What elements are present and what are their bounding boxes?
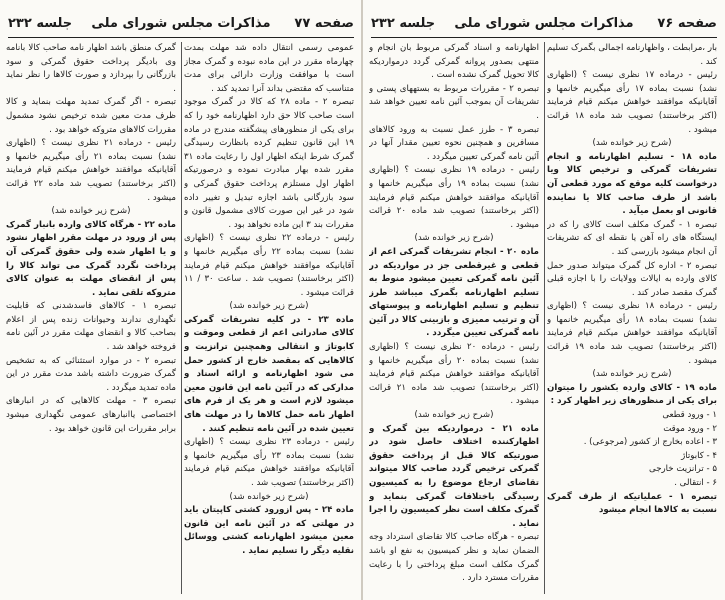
body-paragraph: تبصره - هرگاه صاحب کالا تقاضای استرداد وجه الضمان نماید و نظر کمیسیون به نفع او باشد گمرک مکلف است مبلغ پرداختی را با رعایت مقررات مسترد دارد . xyxy=(369,532,539,584)
text-column-left xyxy=(369,42,539,596)
page-number: صفحه ۷۷ xyxy=(294,16,354,31)
body-paragraph: بار ،مرابطت ، واظهارنامه اجمالی بگمرک تسلیم کند . xyxy=(547,43,717,67)
reading-note: (شرح زیر خوانده شد) xyxy=(229,491,309,502)
running-title: مذاکرات مجلس شورای ملی xyxy=(454,16,634,31)
article-heading-paragraph: ماده ۱۹ - کالای وارده بکشور را میتوان برای یکی از منظورهای زیر اظهار کرد : xyxy=(547,382,717,407)
body-paragraph: ۶ - انتقالی . xyxy=(674,478,717,488)
body-paragraph: رئیس - درماده ۱۷ نظری نیست ؟ (اظهاری نشد) نسبت بماده ۱۷ رأی میگیریم خانمها و آقایانیکه موافقند خواهش میکنم قیام فرمایند (اکثر برخاستند) تصویب شد ماده ۱۸ قرائت میشود . xyxy=(547,70,717,135)
body-paragraph: تبصره ۳ - طرز عمل نسبت به ورود کالاهای مسافرین و همچنین نحوه تعیین مقدار آنها در آئین نامه گمرکی تعیین میگردد . xyxy=(369,124,539,162)
body-paragraph: تبصره ۱ - گمرک مکلف است کالای را که در ایستگاه های راه آهن یا نقطه ای که تشریفات آن انجام میشود بازرسی کند . xyxy=(547,219,717,257)
running-title: مذاکرات مجلس شورای ملی xyxy=(91,16,271,31)
reading-note: (شرح زیر خوانده شد) xyxy=(592,369,672,380)
body-paragraph: گمرک منطق باشد اظهار نامه صاحب کالا بانامه وی بادیگر پرداخت حقوق گمرکی و سود بازرگانی را بپردازد و صورت کالاها را نظر نماید . xyxy=(6,43,176,94)
body-paragraph: عمومی رسمی انتقال داده شد مهلت بمدت چهارماه مقرر در این ماده نبوده و گمرک مجاز است با موافقت وزارت دارائی برای مدت متناسب که مقتضی بداند آنرا تمدید کند . xyxy=(184,43,354,94)
article-heading-paragraph: ماده ۲۲ - هرگاه کالای وارده بانبار گمرک پس از ورود در مهلت مقرر اظهار نشود و یا اظهار شده ولی حقوق گمرکی آن پرداخت نگردد گمرک می تواند کالا را پس از انقضای مهلت به عنوان کالای متروکه تلقی نماید . xyxy=(6,219,176,298)
body-paragraph: ۳ - اعاده بخارج از کشور (مرجوعی) . xyxy=(583,437,717,448)
session-number: جلسه ۲۳۲ xyxy=(371,16,436,31)
article-heading-paragraph: ماده ۲۳ - در کلیه تشریفات گمرکی کالای صادراتی اعم از قطعی وموقت و کابوتاژ و انتقالی وهمچنین ترانزیت و کالاهایی که بمقصد خارج از کشور حمل می شود اظهارنامه و ارائه اسناد و مدارکی که در آئین نامه این قانون معین میشود لازم است و هر یک از فرم های اظهار نامه حمل کالاها را در مهلت های تعیین شده در آئین نامه تنظیم کنند . xyxy=(184,314,354,434)
body-paragraph: ۱ - ورود قطعی xyxy=(662,410,717,421)
reading-note: (شرح زیر خوانده شد) xyxy=(229,301,309,312)
text-column-right xyxy=(547,42,717,596)
reading-note: (شرح زیر خوانده شد) xyxy=(592,138,672,149)
body-paragraph: رئیس - درماده ۲۲ نظری نیست ؟ (اظهاری نشد) نسبت بماده ۲۲ رأی میگیریم خانمها و آقایانیکه موافقند خواهش میکنم قیام فرمایند (اکثر برخاستند) تصویب شد . ساعت ۳۰ / ۱۱ قرائت میشود . xyxy=(184,233,354,298)
body-paragraph: ۲ - ورود موقت xyxy=(663,423,717,434)
text-column-right xyxy=(184,42,354,596)
body-paragraph: رئیس - درماده ۲۳ نظری نیست ؟ (اظهاری نشد) نسبت بماده ۲۳ رأی میگیریم خانمها و آقایانیکه موافقند خواهش میکنم قیام فرمایند (اکثر برخاستند) تصویب شد . xyxy=(184,437,354,488)
body-paragraph: ۴ - کابوتاژ xyxy=(681,450,717,461)
body-paragraph: تبصره ۲ - در موارد استثنائی که به تشخیص گمرک ضرورت داشته باشد مدت مقرر در این ماده تمدید میگردد . xyxy=(6,355,176,393)
body-paragraph: ۵ - ترانزیت خارجی xyxy=(649,464,717,475)
article-heading-paragraph: ماده ۲۴ - پس ازورود کشتی کاپیتان باید در مهلتی که در آئین نامه این قانون معین میشود اظهارنامه کشتی ووسائل نقلیه دیگر را تسلیم نماید . xyxy=(184,505,354,556)
column-divider xyxy=(544,42,545,594)
body-paragraph: تبصره - اگر گمرک تمدید مهلت بنماید و کالا ظرف مدت معین شده ترخیص نشود مشمول مقررات کالاهای متروکه خواهد بود . xyxy=(6,97,176,135)
session-number: جلسه ۲۳۲ xyxy=(8,16,73,31)
article-heading-paragraph: ماده ۲۰ - انجام تشریفات گمرکی اعم از قطعی و غیرقطعی جز در مواردیکه در آئین نامه گمرکی تعیین میشود منوط به تسلیم اظهارنامه بگمرک میباشد طرز تنظیم و تسلیم اظهارنامه و پیوستهای آن و ترتیب ممیزی و بازبینی کالا در آئین نامه گمرکی تعیین میگردد . xyxy=(369,246,539,339)
body-paragraph: رئیس - درماده ۱۸ نظری نیست ؟ (اظهاری نشد) نسبت بماده ۱۸ رأی میگیریم خانمها و آقایانیکه موافقند خواهش میکنم قیام فرمایند (اکثر برخاستند) تصویب شد ماده ۱۹ قرائت میشود . xyxy=(547,301,717,366)
right-page xyxy=(363,0,725,600)
body-paragraph: تبصره ۲ - اداره کل گمرک میتواند صدور حمل کالای وارده به ایالات وولایات را با اجازه قبلی گمرک مقصد صادر کند . xyxy=(547,260,717,298)
body-paragraph: تبصره ۱ - کالاهای فاسدشدنی که قابلیت نگهداری ندارند وحیوانات زنده پس از اعلام بصاحب کالا و انقضای مهلت مقرر در آئین نامه فروخته خواهد شد . xyxy=(6,301,176,353)
left-page xyxy=(0,0,362,600)
header-rule xyxy=(8,37,354,38)
page-number: صفحه ۷۶ xyxy=(657,16,717,31)
reading-note: (شرح زیر خوانده شد) xyxy=(414,233,494,244)
header-rule xyxy=(371,37,717,38)
body-paragraph: تبصره ۲ - ماده ۲۸ که کالا در گمرک موجود است صاحب کالا حق دارد اظهارنامه خود را که برای یکی از منظورهای پیشگفته مندرج در ماده ۱۹ این قانون تنظیم کرده بانظارت رسیدگی گمرک شرط اینکه اظهار اول را رعایت ماده ۳۱ مقرر شده بهار مبادرت نموده و درصورتیکه اظهار اول مستلزم پرداخت حقوق گمرکی و سود بازرگانی باشد اجازه تبدیل و تغییر داده شود در غیر این صورت کالای مشمول قانون و مقررات بند ۳ این ماده نخواهد بود . xyxy=(184,97,354,230)
body-paragraph: رئیس - درماده ۲۰ نظری نیست ؟ (اظهاری نشد) نسبت بماده ۲۰ رأی میگیریم خانمها و آقایانیکه موافقند خواهش میکنم قیام فرمایند (اکثر برخاستند) تصویب شد ماده ۲۱ قرائت میشود . xyxy=(369,342,539,407)
body-paragraph: اظهارنامه و اسناد گمرکی مربوط بان انجام و منتهی بصدور پروانه گمرکی گردد درمواردیکه کالا تحویل گمرک نشده است . xyxy=(369,43,539,81)
column-divider xyxy=(181,42,182,594)
page-header xyxy=(8,16,354,36)
article-heading-paragraph: تبصره ۱ - عملیاتیکه از طرف گمرک نسبت به کالاها انجام میشود xyxy=(547,491,717,516)
reading-note: (شرح زیر خوانده شد) xyxy=(414,410,494,421)
body-paragraph: رئیس - درماده ۲۱ نظری نیست ؟ (اظهاری نشد) نسبت بماده ۲۱ رأی میگیریم خانمها و آقایانیکه موافقند خواهش میکنم قیام فرمایند (اکثر برخاستند) تصویب شد ماده ۲۲ قرائت میشود . xyxy=(6,138,176,203)
body-paragraph: تبصره ۳ - مهلت کالاهایی که در انبارهای اختصاصی یاانبارهای عمومی نگهداری میشود برابر مقررات این قانون خواهد بود . xyxy=(6,396,176,434)
reading-note: (شرح زیر خوانده شد) xyxy=(51,206,131,217)
article-heading-paragraph: ماده ۱۸ - تسلیم اظهارنامه و انجام تشریفات گمرکی و ترخیص کالا ویا درخواست کلیه موقع که مورد قطعی آن باشد از طرف صاحب کالا یا نماینده قانونی او بعمل میآید . xyxy=(547,151,717,217)
article-heading-paragraph: ماده ۲۱ - درمواردیکه بین گمرک و اظهارکننده اختلاف حاصل شود در صورتیکه کالا قبل از پرداخت حقوق گمرکی ترخیص گردد صاحب کالا میتواند تقاضای ارجاع موضوع را به کمیسیون رسیدگی باختلافات گمرکی بنماید و گمرک مکلف است نظر کمیسیون را اجرا نماید . xyxy=(369,423,539,529)
body-paragraph: تبصره ۲ - مقررات مربوط به بستههای پستی و تشریفات آن بموجب آئین نامه تعیین خواهد شد . xyxy=(369,83,539,121)
page-header xyxy=(371,16,717,36)
text-column-left xyxy=(6,42,176,596)
body-paragraph: رئیس - درماده ۱۹ نظری نیست ؟ (اظهاری نشد) نسبت بماده ۱۹ رأی میگیریم خانمها و آقایانیکه موافقند خواهش میکنم قیام فرمایند (اکثر برخاستند) تصویب شد ماده ۲۰ قرائت میشود . xyxy=(369,165,539,230)
